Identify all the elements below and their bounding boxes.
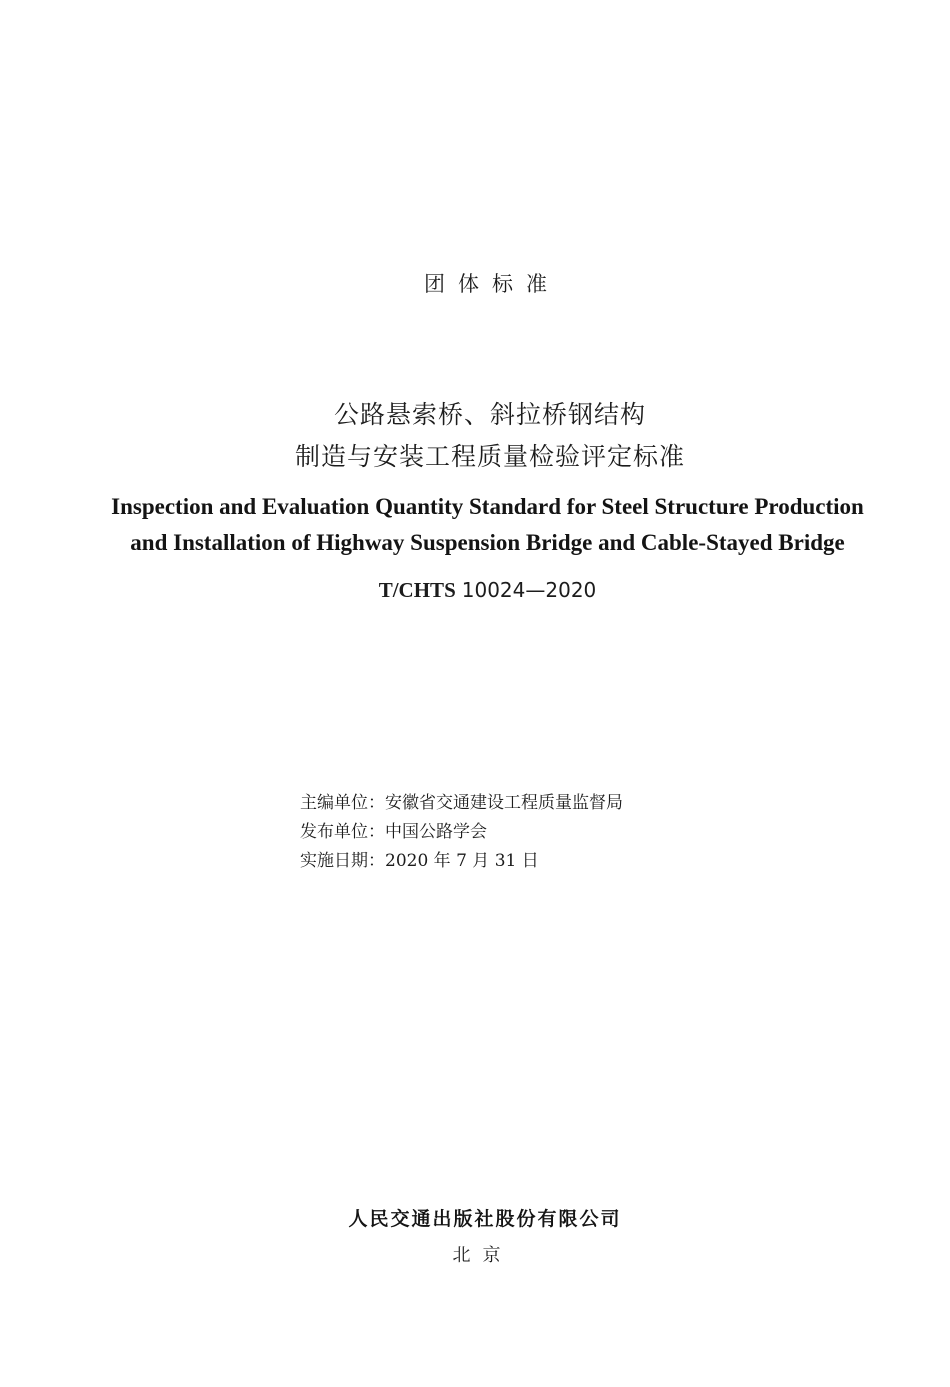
editor-unit: 主编单位：安徽省交通建设工程质量监督局 (300, 793, 623, 813)
english-title-line-2: and Installation of Highway Suspension Bridge and Cable-Stayed Bridge (130, 530, 845, 555)
publisher-city: 北京 (452, 1245, 513, 1266)
publisher-name: 人民交通出版社股份有限公司 (348, 1208, 622, 1230)
chinese-title-line-1: 公路悬索桥、斜拉桥钢结构 (333, 400, 646, 429)
english-title-line-1: Inspection and Evaluation Quantity Standard for Steel Structure Production (111, 494, 864, 519)
issuing-unit: 发布单位：中国公路学会 (300, 822, 487, 842)
standard-category: 团体标准 (424, 272, 560, 296)
standard-code-number: 10024—2020 (461, 578, 597, 602)
publication-info (300, 789, 623, 876)
standard-code (0, 578, 950, 603)
standard-code-prefix: T/CHTS (378, 578, 456, 602)
chinese-title-line-2: 制造与安装工程质量检验评定标准 (294, 442, 685, 471)
effective-date: 实施日期：2020 年 7 月 31 日 (300, 851, 539, 871)
